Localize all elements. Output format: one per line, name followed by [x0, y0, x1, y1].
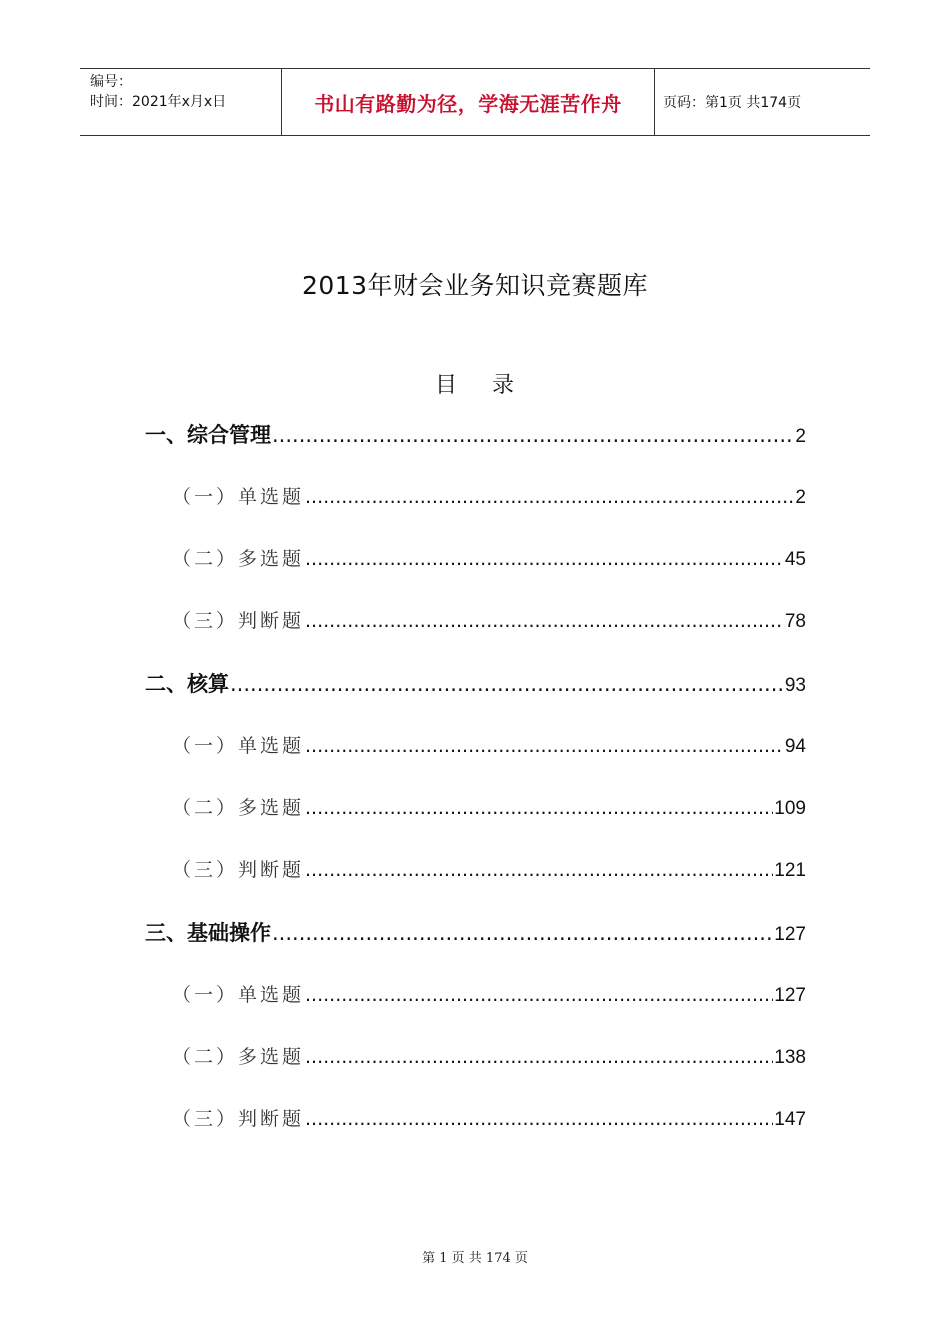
serial-label: 编号： [90, 74, 132, 90]
toc-entry-label: （三）判断题 [172, 610, 305, 632]
toc-entry-label: （二）多选题 [172, 1046, 305, 1068]
time-label: 时间：2021年x月x日 [90, 94, 227, 110]
toc-leader-dots [305, 859, 773, 881]
toc-entry-page: 93 [784, 675, 806, 696]
toc-entry-page: 138 [774, 1047, 806, 1068]
toc-leader-dots [305, 1046, 773, 1068]
toc-entry-page: 109 [774, 798, 806, 819]
toc-leader-dots [305, 486, 794, 508]
toc-leader-dots [305, 548, 784, 570]
toc-entry-label: （三）判断题 [172, 1108, 305, 1130]
toc-leader-dots [305, 1108, 773, 1130]
toc-entry-section-3[interactable] [145, 917, 806, 947]
toc-entry-label: （一）单选题 [172, 984, 305, 1006]
toc-leader-dots [272, 921, 773, 945]
toc-entry-3-2[interactable] [172, 1042, 806, 1069]
toc-entry-page: 78 [784, 611, 806, 632]
header-left-cell [80, 69, 282, 135]
toc-entry-page: 45 [784, 549, 806, 570]
toc-leader-dots [305, 610, 784, 632]
page-info: 页码：第1页 共174页 [663, 95, 802, 111]
toc-entry-page: 147 [774, 1109, 806, 1130]
toc-entry-page: 127 [774, 924, 806, 945]
toc-leader-dots [272, 423, 794, 447]
toc-entry-label: （二）多选题 [172, 797, 305, 819]
toc-entry-page: 127 [774, 985, 806, 1006]
toc-entry-label: （三）判断题 [172, 859, 305, 881]
toc-leader-dots [230, 672, 784, 696]
toc-entry-label: （二）多选题 [172, 548, 305, 570]
toc-entry-2-2[interactable] [172, 793, 806, 820]
toc-heading-char-1: 目 [434, 373, 458, 398]
toc-entry-1-1[interactable] [172, 482, 806, 509]
toc-entry-page: 94 [784, 736, 806, 757]
toc-entry-page: 121 [774, 860, 806, 881]
toc-leader-dots [305, 797, 773, 819]
toc-entry-3-1[interactable] [172, 980, 806, 1007]
header-motto-cell [282, 69, 655, 135]
toc-entry-page: 2 [795, 487, 806, 508]
toc-entry-label: 三、基础操作 [145, 921, 271, 945]
toc-entry-section-1[interactable] [145, 419, 806, 449]
toc-heading-char-2: 录 [492, 373, 516, 398]
toc-entry-2-1[interactable] [172, 731, 806, 758]
page-footer: 第 1 页 共 174 页 [422, 1251, 528, 1266]
toc-leader-dots [305, 735, 784, 757]
toc-entry-3-3[interactable] [172, 1104, 806, 1131]
header-right-cell [655, 69, 870, 135]
toc-entry-label: （一）单选题 [172, 486, 305, 508]
toc-entry-2-3[interactable] [172, 855, 806, 882]
document-title: 2013年财会业务知识竞赛题库 [301, 271, 649, 300]
page-header [80, 68, 870, 136]
toc-entry-section-2[interactable] [145, 668, 806, 698]
toc-entry-label: 二、核算 [145, 672, 229, 696]
toc-heading [0, 368, 950, 399]
toc-entry-label: 一、综合管理 [145, 423, 271, 447]
motto-text: 书山有路勤为径，学海无涯苦作舟 [314, 91, 622, 116]
toc-leader-dots [305, 984, 773, 1006]
toc-entry-label: （一）单选题 [172, 735, 305, 757]
toc-entry-1-3[interactable] [172, 606, 806, 633]
toc-entry-page: 2 [795, 426, 806, 447]
toc-entry-1-2[interactable] [172, 544, 806, 571]
